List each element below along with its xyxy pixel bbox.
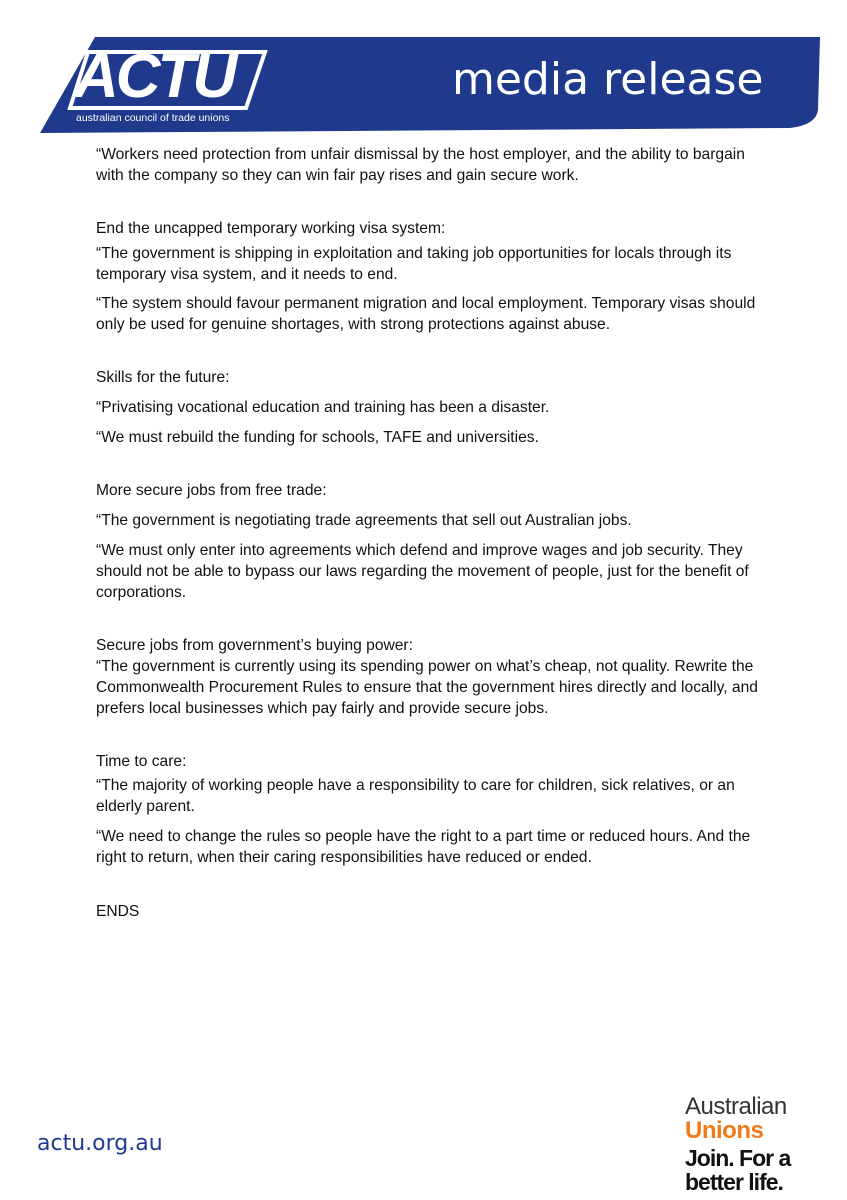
- actu-logo: ACTU: [74, 42, 235, 111]
- page-title: media release: [452, 54, 764, 105]
- release-body: [96, 142, 776, 922]
- section-buying-power: [96, 635, 776, 719]
- australian-unions-logo: [685, 1094, 835, 1194]
- brand-unions: Unions: [685, 1117, 764, 1144]
- brand-australian: Australian: [685, 1093, 787, 1120]
- section-heading: More secure jobs from free trade:: [96, 482, 327, 499]
- section-paragraph: “We need to change the rules so people have the right to a part time or reduced hours. And the right to return, when their caring responsibilities have reduced or ended.: [96, 828, 751, 866]
- section-time-to-care: [96, 751, 776, 868]
- intro-paragraph: “Workers need protection from unfair dismissal by the host employer, and the ability to bargain with the company so they can win fair pay rises and gain secure work.: [96, 146, 745, 184]
- brand-slogan-line1: Join. For a: [685, 1145, 791, 1171]
- footer-website-link[interactable]: actu.org.au: [37, 1131, 163, 1156]
- section-heading: Skills for the future:: [96, 369, 230, 386]
- section-heading: End the uncapped temporary working visa system:: [96, 220, 446, 237]
- section-paragraph: “Privatising vocational education and training has been a disaster.: [96, 399, 550, 416]
- section-visa: [96, 218, 776, 335]
- section-paragraph: “We must only enter into agreements which defend and improve wages and job security. They should not be able to bypass our laws regarding the movement of people, just for the benefit of corporations.: [96, 542, 749, 601]
- logo-subtitle: australian council of trade unions: [76, 112, 230, 124]
- closing-ends: ENDS: [96, 903, 140, 920]
- section-free-trade: [96, 480, 776, 603]
- brand-slogan-line2: better life.: [685, 1169, 783, 1195]
- section-paragraph: “The system should favour permanent migration and local employment. Temporary visas should only be used for genuine shortages, with strong protections against abuse.: [96, 295, 756, 333]
- header-banner: [0, 0, 847, 140]
- section-heading: Secure jobs from government’s buying power:: [96, 637, 413, 654]
- section-skills: [96, 367, 776, 448]
- section-paragraph: “The government is negotiating trade agreements that sell out Australian jobs.: [96, 512, 632, 529]
- section-paragraph: “The government is shipping in exploitation and taking job opportunities for locals through its temporary visa system, and it needs to end.: [96, 245, 732, 283]
- section-paragraph: “We must rebuild the funding for schools, TAFE and universities.: [96, 429, 539, 446]
- section-heading: Time to care:: [96, 753, 187, 770]
- section-paragraph: “The majority of working people have a responsibility to care for children, sick relatives, or an elderly parent.: [96, 777, 735, 815]
- section-paragraph: “The government is currently using its spending power on what’s cheap, not quality. Rewrite the Commonwealth Procurement Rules to ensure that the government hires directly and locally, and prefers local businesses which pay fairly and provide secure jobs.: [96, 658, 758, 717]
